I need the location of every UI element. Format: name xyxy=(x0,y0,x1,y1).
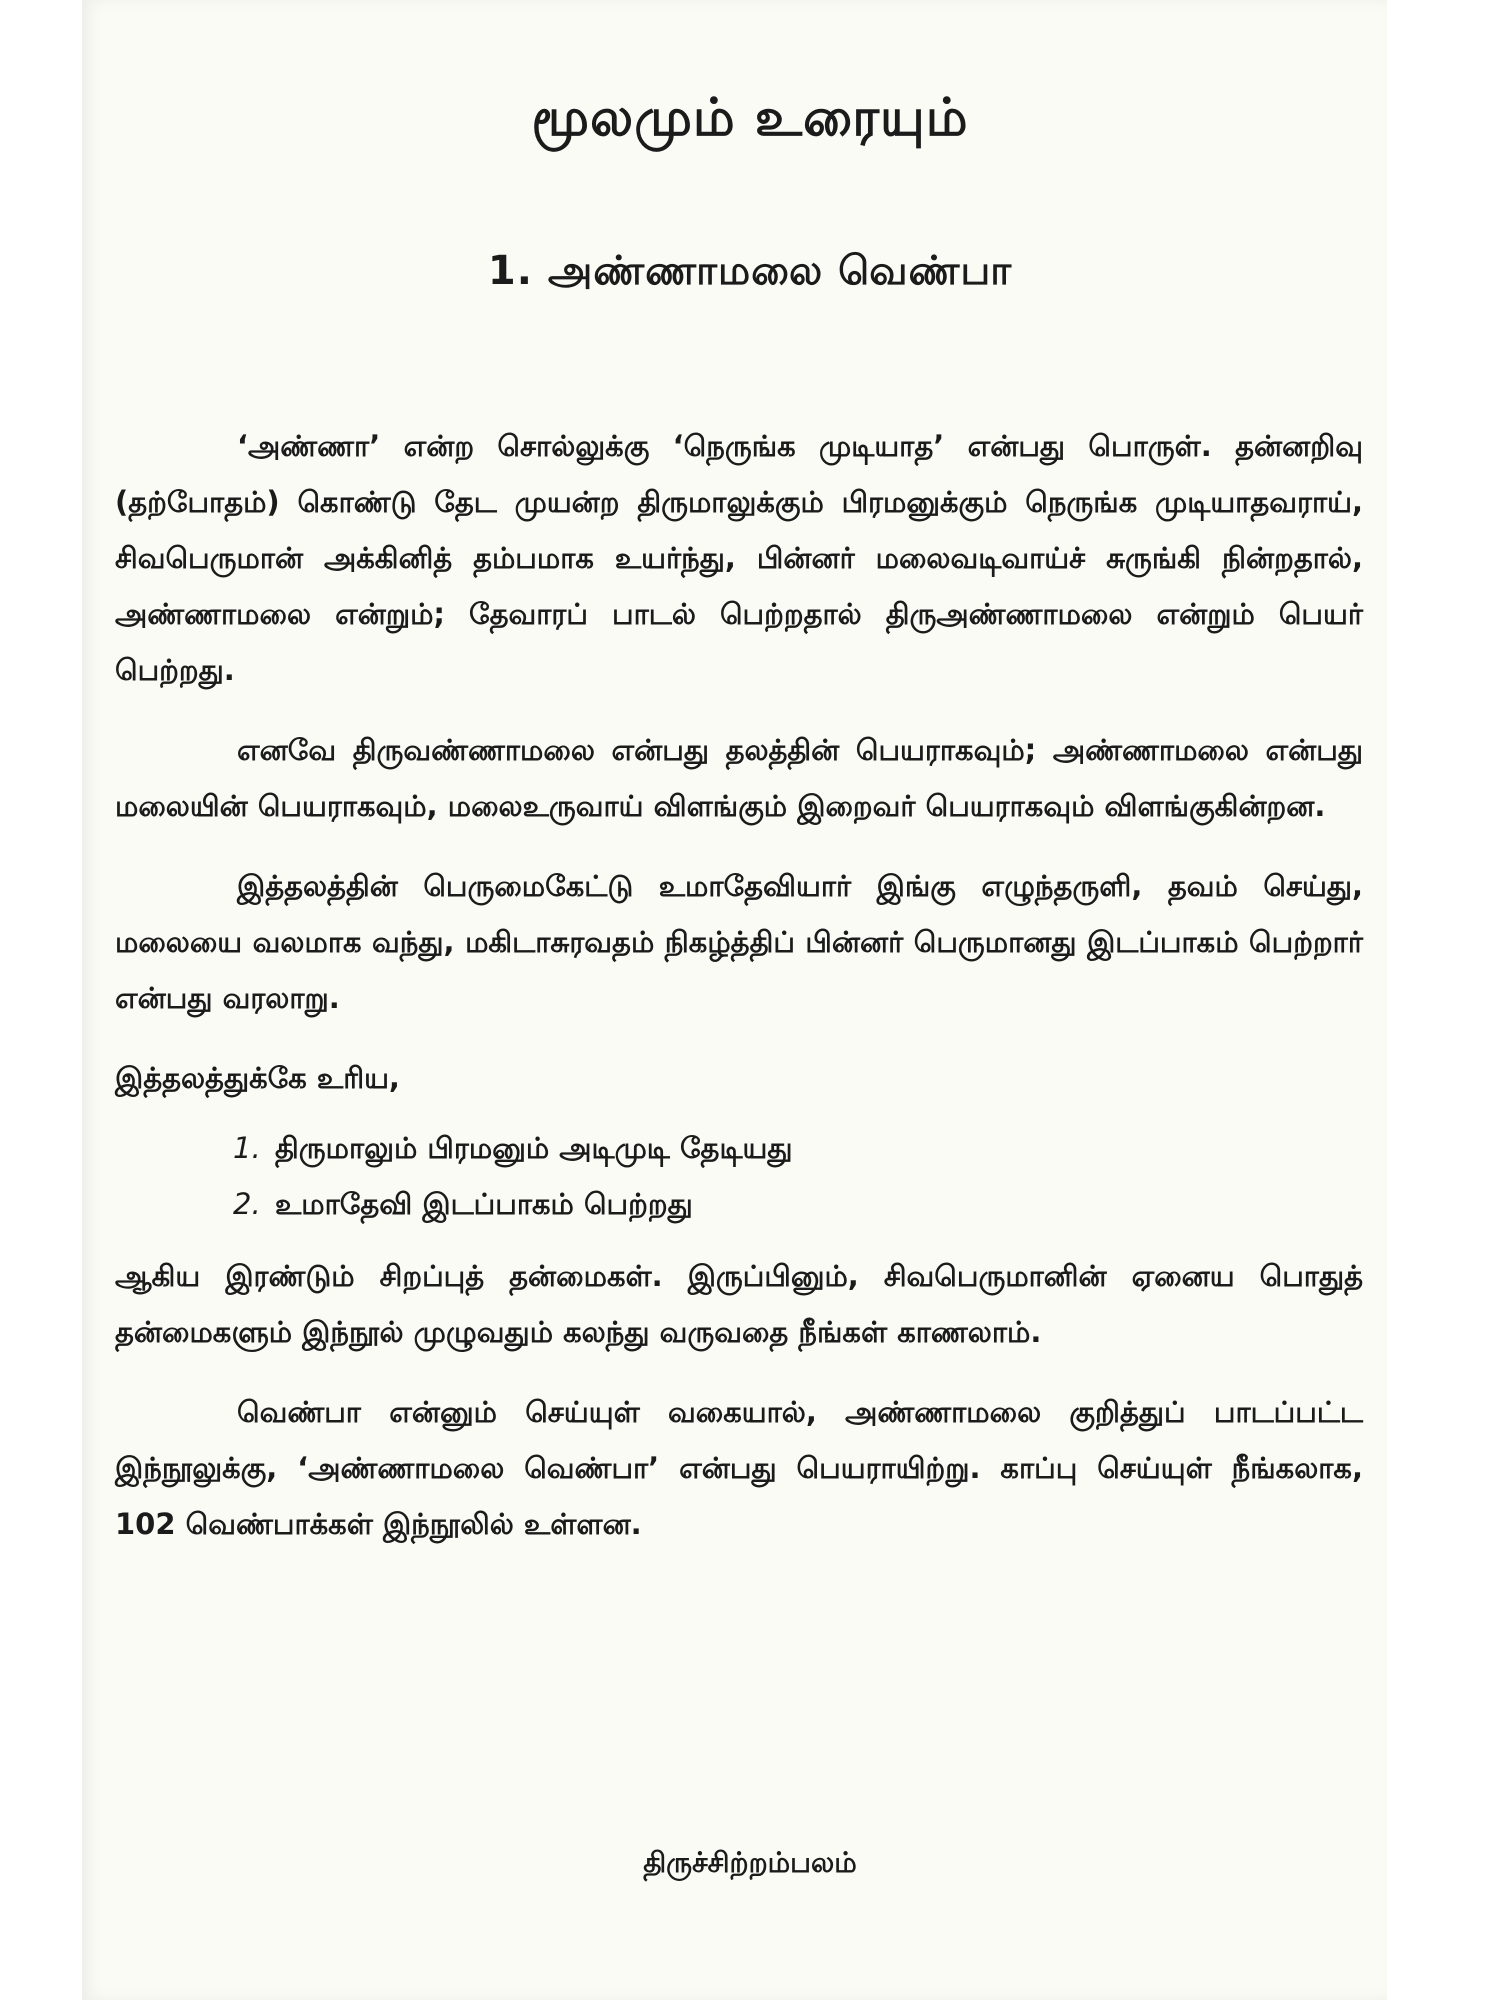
paragraph-history: இத்தலத்தின் பெருமைகேட்டு உமாதேவியார் இங்கு எழுந்தருளி, தவம் செய்து, மலையை வலமாக வந்து, மகிடாசுரவதம் நிகழ்த்திப் பின்னர் பெருமானது இடப்பாகம் பெற்றார் என்பது வரலாறு. xyxy=(115,869,1363,1015)
section-heading: 1. அண்ணாமலை வெண்பா xyxy=(487,248,1013,294)
list-item xyxy=(233,1176,1363,1232)
paragraph-meaning: ‘அண்ணா’ என்ற சொல்லுக்கு ‘நெருங்க முடியாத’ என்பது பொருள். தன்னறிவு (தற்போதம்) கொண்டு தேட முயன்ற திருமாலுக்கும் பிரமனுக்கும் நெருங்க முடியாதவராய், சிவபெருமான் அக்கினித் தம்பமாக உயர்ந்து, பின்னர் மலைவடிவாய்ச் சுருங்கி நின்றதால், அண்ணாமலை என்றும்; தேவாரப் பாடல் பெற்றதால் திருஅண்ணாமலை என்றும் பெயர் பெற்றது. xyxy=(115,429,1363,687)
list-item-number: 1. xyxy=(233,1131,261,1165)
list-item-text: உமாதேவி இடப்பாகம் பெற்றது xyxy=(275,1187,693,1221)
paragraph-specialties-intro: இத்தலத்துக்கே உரிய, xyxy=(115,1061,400,1095)
list-item xyxy=(233,1120,1363,1176)
paragraph-specialties-summary: ஆகிய இரண்டும் சிறப்புத் தன்மைகள். இருப்பினும், சிவபெருமானின் ஏனைய பொதுத் தன்மைகளும் இந்நூல் முழுவதும் கலந்து வருவதை நீங்கள் காணலாம். xyxy=(115,1259,1363,1349)
list-item-number: 2. xyxy=(233,1187,261,1221)
body-text xyxy=(115,418,1363,1576)
paragraph-title-origin: வெண்பா என்னும் செய்யுள் வகையால், அண்ணாமலை குறித்துப் பாடப்பட்ட இந்நூலுக்கு, ‘அண்ணாமலை வெண்பா’ என்பது பெயராயிற்று. காப்பு செய்யுள் நீங்கலாக, 102 வெண்பாக்கள் இந்நூலில் உள்ளன. xyxy=(115,1395,1363,1541)
paragraph-names: எனவே திருவண்ணாமலை என்பது தலத்தின் பெயராகவும்; அண்ணாமலை என்பது மலையின் பெயராகவும், மலைஉருவாய் விளங்கும் இறைவர் பெயராகவும் விளங்குகின்றன. xyxy=(115,733,1363,823)
page-title: மூலமும் உரையும் xyxy=(531,88,969,148)
closing-phrase: திருச்சிற்றம்பலம் xyxy=(643,1846,857,1879)
list-item-text: திருமாலும் பிரமனும் அடிமுடி தேடியது xyxy=(275,1131,793,1165)
specialties-list xyxy=(115,1120,1363,1232)
